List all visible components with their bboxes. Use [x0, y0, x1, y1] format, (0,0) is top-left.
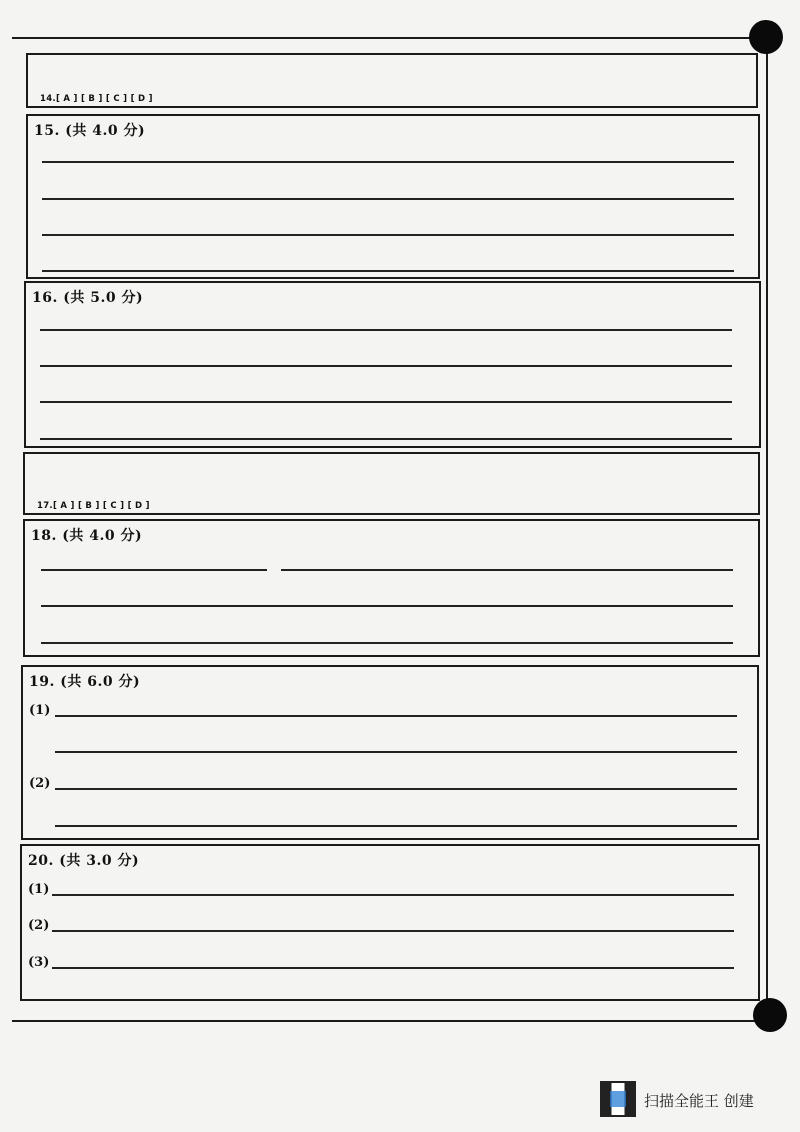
q20-part-2-label: (2)	[28, 918, 50, 933]
q15-title: 15. (共 4.0 分)	[34, 123, 146, 139]
q14-options[interactable]: 14.[ A ] [ B ] [ C ] [ D ]	[40, 94, 153, 104]
q19-box	[21, 665, 759, 840]
q20-box	[20, 844, 760, 1001]
answer-line[interactable]	[55, 715, 737, 717]
answer-line[interactable]	[40, 438, 732, 440]
q17-box	[23, 452, 760, 515]
answer-line[interactable]	[42, 198, 734, 200]
scanner-watermark: 扫描全能王 创建	[644, 1092, 754, 1110]
q14-box	[26, 53, 758, 108]
registration-mark-bottom	[753, 998, 787, 1032]
answer-line[interactable]	[52, 930, 734, 932]
top-page-rule	[12, 37, 762, 39]
q16-box	[24, 281, 761, 448]
bottom-page-rule	[12, 1020, 762, 1022]
answer-line[interactable]	[42, 161, 734, 163]
registration-mark-top	[749, 20, 783, 54]
answer-line-left[interactable]	[41, 569, 267, 571]
q19-part-2-label: (2)	[29, 776, 51, 791]
answer-line[interactable]	[40, 365, 732, 367]
answer-line-right[interactable]	[281, 569, 733, 571]
answer-line[interactable]	[55, 825, 737, 827]
q20-title: 20. (共 3.0 分)	[28, 853, 140, 869]
q17-options[interactable]: 17.[ A ] [ B ] [ C ] [ D ]	[37, 501, 150, 511]
answer-line[interactable]	[41, 605, 733, 607]
q16-title: 16. (共 5.0 分)	[32, 290, 144, 306]
answer-line[interactable]	[40, 401, 732, 403]
q15-box	[26, 114, 760, 279]
answer-line[interactable]	[40, 329, 732, 331]
q20-part-3-label: (3)	[28, 955, 50, 970]
q18-title: 18. (共 4.0 分)	[31, 528, 143, 544]
answer-line[interactable]	[42, 270, 734, 272]
answer-line[interactable]	[42, 234, 734, 236]
answer-line[interactable]	[55, 788, 737, 790]
answer-line[interactable]	[55, 751, 737, 753]
q18-box	[23, 519, 760, 657]
qr-code-icon	[600, 1081, 636, 1117]
q20-part-1-label: (1)	[28, 882, 50, 897]
right-page-rule	[766, 38, 768, 1020]
q19-part-1-label: (1)	[29, 703, 51, 718]
answer-line[interactable]	[52, 967, 734, 969]
q19-title: 19. (共 6.0 分)	[29, 674, 141, 690]
answer-line[interactable]	[52, 894, 734, 896]
answer-line[interactable]	[41, 642, 733, 644]
